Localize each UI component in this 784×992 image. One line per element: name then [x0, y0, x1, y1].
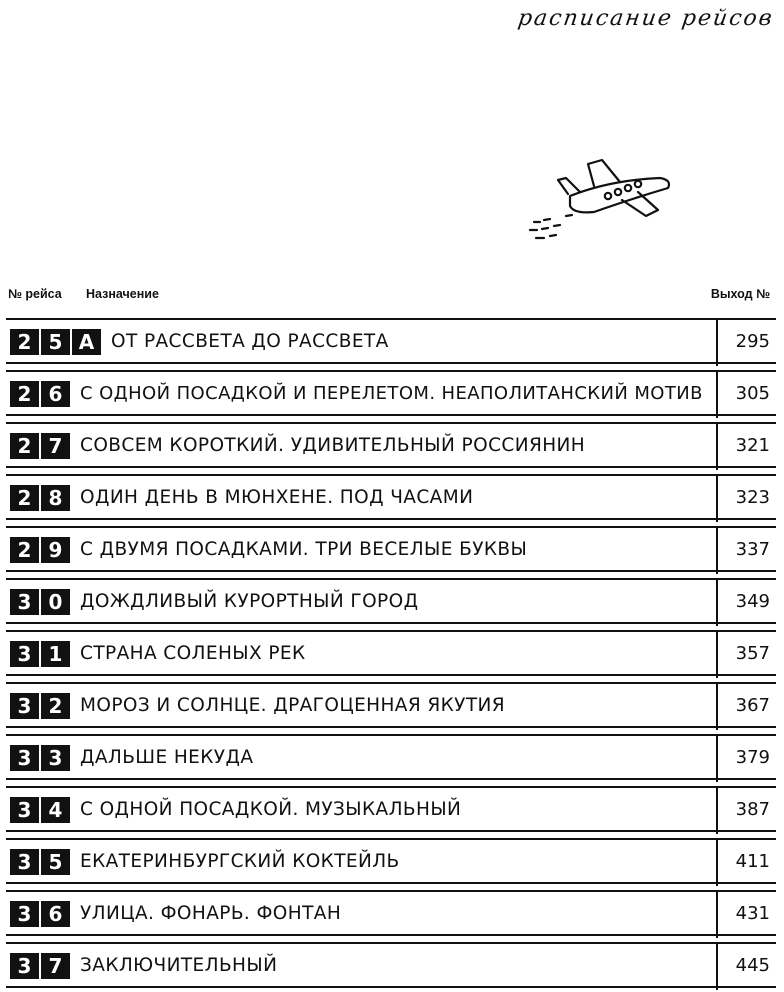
- flight-number-digit: 2: [10, 381, 39, 407]
- flight-table: [6, 316, 774, 992]
- flight-number-digit: 3: [10, 641, 39, 667]
- gate-number: 323: [735, 487, 770, 508]
- destination-text: ОДИН ДЕНЬ В МЮНХЕНЕ. ПОД ЧАСАМИ: [80, 487, 474, 508]
- flight-number-digit: 3: [10, 745, 39, 771]
- flight-number-digit: 7: [41, 953, 70, 979]
- column-divider: [716, 840, 718, 886]
- gate-number: 387: [735, 799, 770, 820]
- flight-number-digit: 6: [41, 381, 70, 407]
- gate-number: 295: [735, 331, 770, 352]
- column-divider: [716, 892, 718, 938]
- flight-number-digit: 3: [10, 849, 39, 875]
- flight-number-digit: 3: [10, 589, 39, 615]
- flight-number: [10, 589, 70, 615]
- flight-number: [10, 901, 70, 927]
- gate-header: Выход №: [710, 287, 770, 301]
- flight-number: [10, 745, 70, 771]
- flight-number-digit: 2: [10, 433, 39, 459]
- column-divider: [716, 788, 718, 834]
- flight-number-digit: 1: [41, 641, 70, 667]
- table-row[interactable]: [6, 940, 774, 992]
- flight-number: [10, 693, 70, 719]
- gate-number: 431: [735, 903, 770, 924]
- flight-number-digit: 3: [10, 797, 39, 823]
- flight-number-digit: 9: [41, 537, 70, 563]
- flight-number: [10, 381, 70, 407]
- flight-number: [10, 641, 70, 667]
- gate-number: 349: [735, 591, 770, 612]
- destination-text: ДАЛЬШЕ НЕКУДА: [80, 747, 254, 768]
- flight-number-digit: 7: [41, 433, 70, 459]
- gate-number: 445: [735, 955, 770, 976]
- flight-number-digit: 8: [41, 485, 70, 511]
- destination-text: МОРОЗ И СОЛНЦЕ. ДРАГОЦЕННАЯ ЯКУТИЯ: [80, 695, 506, 716]
- flight-number: [10, 797, 70, 823]
- gate-number: 337: [735, 539, 770, 560]
- table-row[interactable]: [6, 836, 774, 888]
- flight-number-digit: 5: [41, 329, 70, 355]
- destination-text: ОТ РАССВЕТА ДО РАССВЕТА: [111, 331, 389, 352]
- table-row[interactable]: [6, 368, 774, 420]
- column-divider: [716, 320, 718, 366]
- table-row[interactable]: [6, 576, 774, 628]
- destination-text: С ОДНОЙ ПОСАДКОЙ И ПЕРЕЛЕТОМ. НЕАПОЛИТАНСКИЙ МОТИВ: [80, 383, 703, 404]
- gate-number: 379: [735, 747, 770, 768]
- table-row[interactable]: [6, 888, 774, 940]
- page-title: расписание рейсов: [516, 6, 776, 31]
- table-row[interactable]: [6, 732, 774, 784]
- flight-number-digit: A: [72, 329, 101, 355]
- table-row[interactable]: [6, 316, 774, 368]
- flight-number-digit: 3: [10, 901, 39, 927]
- airplane-icon: [522, 150, 682, 250]
- destination-text: ДОЖДЛИВЫЙ КУРОРТНЫЙ ГОРОД: [80, 591, 419, 612]
- destination-text: ЗАКЛЮЧИТЕЛЬНЫЙ: [80, 955, 278, 976]
- flight-number-digit: 2: [10, 329, 39, 355]
- flight-number: [10, 849, 70, 875]
- flight-number-digit: 6: [41, 901, 70, 927]
- flight-number: [10, 485, 70, 511]
- gate-number: 321: [735, 435, 770, 456]
- gate-number: 305: [735, 383, 770, 404]
- table-row[interactable]: [6, 524, 774, 576]
- table-row[interactable]: [6, 420, 774, 472]
- flight-number: [10, 953, 70, 979]
- column-divider: [716, 684, 718, 730]
- destination-text: СТРАНА СОЛЕНЫХ РЕК: [80, 643, 306, 664]
- column-divider: [716, 736, 718, 782]
- flight-number-digit: 0: [41, 589, 70, 615]
- gate-number: 357: [735, 643, 770, 664]
- destination-text: ЕКАТЕРИНБУРГСКИЙ КОКТЕЙЛЬ: [80, 851, 400, 872]
- destination-text: С ДВУМЯ ПОСАДКАМИ. ТРИ ВЕСЕЛЫЕ БУКВЫ: [80, 539, 528, 560]
- column-divider: [716, 476, 718, 522]
- table-row[interactable]: [6, 472, 774, 524]
- flight-number: [10, 537, 70, 563]
- flight-number-digit: 3: [10, 953, 39, 979]
- flight-number-digit: 4: [41, 797, 70, 823]
- flight-number-digit: 2: [10, 537, 39, 563]
- flight-number-digit: 3: [10, 693, 39, 719]
- column-divider: [716, 580, 718, 626]
- column-divider: [716, 424, 718, 470]
- flight-number: [10, 433, 70, 459]
- destination-text: УЛИЦА. ФОНАРЬ. ФОНТАН: [80, 903, 342, 924]
- table-row[interactable]: [6, 680, 774, 732]
- flight-number-digit: 2: [10, 485, 39, 511]
- column-divider: [716, 632, 718, 678]
- destination-text: С ОДНОЙ ПОСАДКОЙ. МУЗЫКАЛЬНЫЙ: [80, 799, 462, 820]
- flight-number: [10, 329, 101, 355]
- gate-number: 367: [735, 695, 770, 716]
- flight-number-digit: 5: [41, 849, 70, 875]
- flight-number-digit: 3: [41, 745, 70, 771]
- destination-text: СОВСЕМ КОРОТКИЙ. УДИВИТЕЛЬНЫЙ РОССИЯНИН: [80, 435, 586, 456]
- gate-number: 411: [735, 851, 770, 872]
- flight-number-header: № рейса: [8, 287, 62, 301]
- column-divider: [716, 372, 718, 418]
- column-divider: [716, 944, 718, 990]
- table-row[interactable]: [6, 784, 774, 836]
- destination-header: Назначение: [86, 287, 159, 301]
- flight-number-digit: 2: [41, 693, 70, 719]
- table-row[interactable]: [6, 628, 774, 680]
- column-divider: [716, 528, 718, 574]
